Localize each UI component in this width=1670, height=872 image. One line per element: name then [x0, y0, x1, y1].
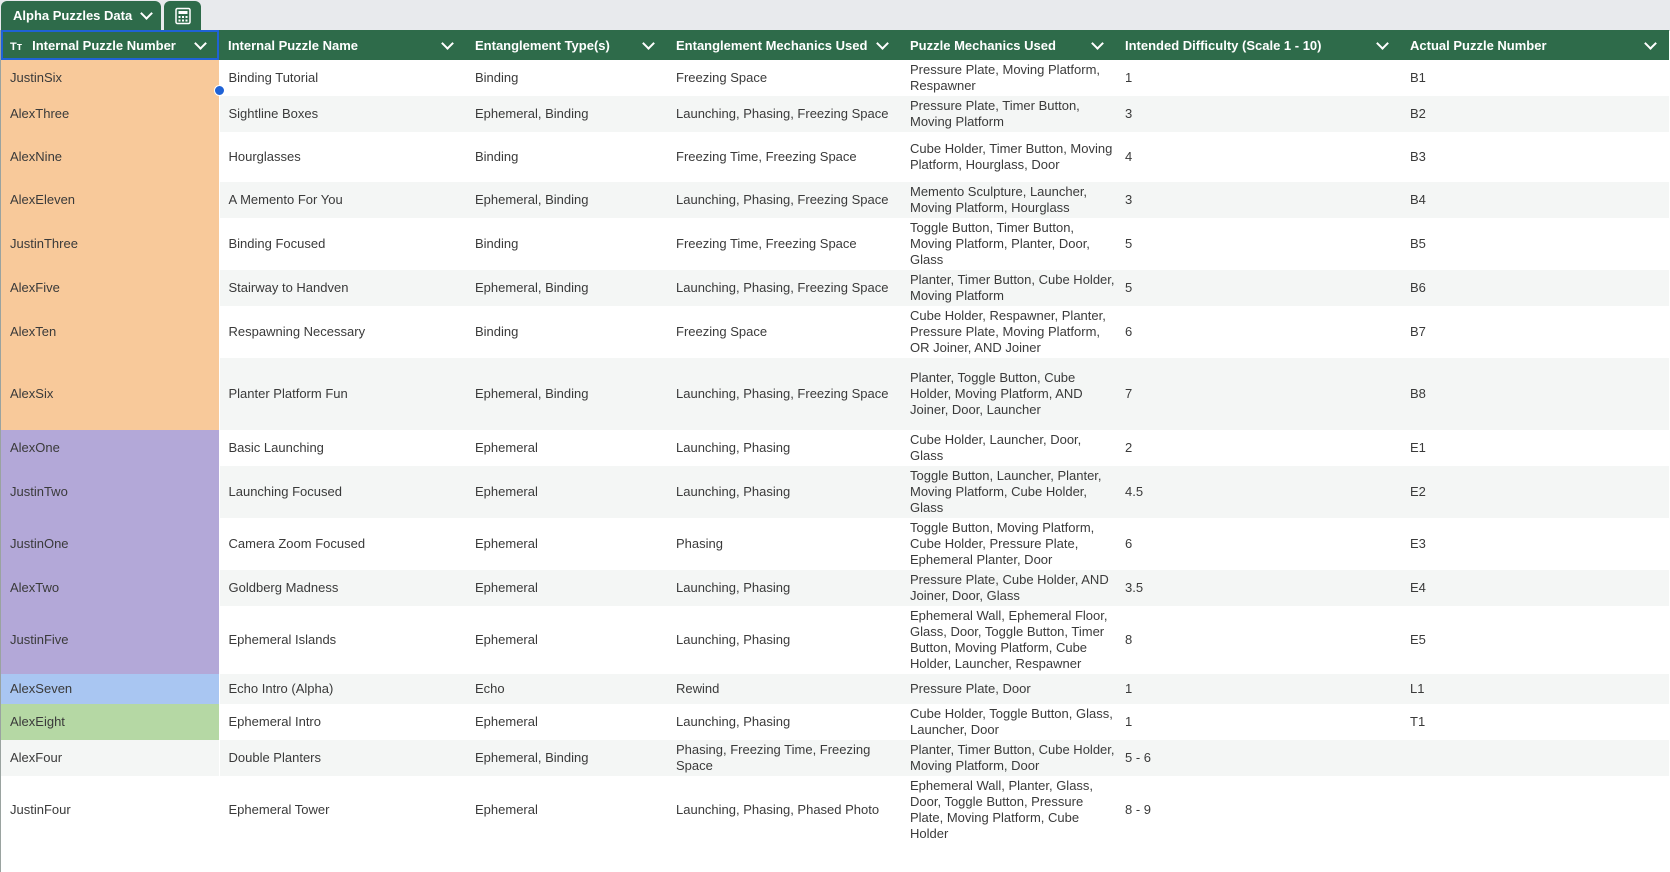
table-cell[interactable]: Rewind — [667, 674, 901, 704]
column-header-label: Internal Puzzle Number — [32, 37, 176, 53]
table-cell[interactable]: 2 — [1116, 430, 1401, 466]
table-row[interactable] — [1, 674, 1669, 704]
table-cell[interactable]: Binding Focused — [219, 218, 466, 270]
table-cell[interactable]: L1 — [1401, 674, 1669, 704]
table-cell[interactable]: Cube Holder, Timer Button, Moving Platform, Hourglass, Door — [901, 132, 1116, 182]
table-cell[interactable]: Ephemeral Tower — [219, 776, 466, 844]
table-row[interactable] — [1, 518, 1669, 570]
table-cell[interactable]: 1 — [1116, 60, 1401, 96]
table-row[interactable] — [1, 430, 1669, 466]
table-cell[interactable]: Hourglasses — [219, 132, 466, 182]
table-cell[interactable]: E1 — [1401, 430, 1669, 466]
table-cell[interactable]: Ephemeral — [466, 430, 667, 466]
table-row[interactable] — [1, 270, 1669, 306]
table-row[interactable] — [1, 182, 1669, 218]
table-cell[interactable]: JustinThree — [1, 218, 219, 270]
chevron-down-icon[interactable] — [642, 37, 655, 50]
table-cell[interactable]: Basic Launching — [219, 430, 466, 466]
table-cell[interactable]: 4.5 — [1116, 466, 1401, 518]
table-cell[interactable]: Launching, Phasing, Freezing Space — [667, 182, 901, 218]
table-cell[interactable]: Ephemeral, Binding — [466, 270, 667, 306]
table-cell[interactable]: Binding Tutorial — [219, 60, 466, 96]
table-cell[interactable]: Sightline Boxes — [219, 96, 466, 132]
table-cell[interactable]: E4 — [1401, 570, 1669, 606]
table-row[interactable] — [1, 218, 1669, 270]
table-cell[interactable]: 3.5 — [1116, 570, 1401, 606]
table-cell[interactable]: Ephemeral — [466, 704, 667, 740]
table-cell[interactable]: Binding — [466, 60, 667, 96]
table-cell[interactable]: 3 — [1116, 182, 1401, 218]
table-cell[interactable]: Ephemeral, Binding — [466, 182, 667, 218]
table-row[interactable] — [1, 570, 1669, 606]
table-cell[interactable] — [1401, 776, 1669, 844]
column-header-label: Internal Puzzle Name — [228, 37, 359, 53]
column-header-6[interactable] — [1401, 30, 1669, 60]
table-cell[interactable]: Planter, Timer Button, Cube Holder, Moving Platform — [901, 270, 1116, 306]
table-row[interactable] — [1, 96, 1669, 132]
table-cell[interactable]: E5 — [1401, 606, 1669, 674]
table-cell[interactable]: B6 — [1401, 270, 1669, 306]
table-cell[interactable]: 5 - 6 — [1116, 740, 1401, 776]
table-cell[interactable]: Ephemeral Intro — [219, 704, 466, 740]
column-header-4[interactable] — [901, 30, 1116, 60]
table-cell[interactable]: JustinFive — [1, 606, 219, 674]
table-row[interactable] — [1, 306, 1669, 358]
table-cell[interactable]: Cube Holder, Respawner, Planter, Pressure Plate, Moving Platform, OR Joiner, AND Joiner — [901, 306, 1116, 358]
table-cell[interactable]: Launching, Phasing — [667, 606, 901, 674]
table-cell[interactable]: Planter Platform Fun — [219, 358, 466, 430]
chevron-down-icon[interactable] — [1644, 37, 1657, 50]
sheet-tab-alpha-puzzles-data[interactable] — [1, 1, 161, 30]
table-cell[interactable]: Ephemeral — [466, 606, 667, 674]
table-cell[interactable]: Echo — [466, 674, 667, 704]
chevron-down-icon[interactable] — [140, 7, 153, 20]
puzzle-data-table — [1, 30, 1670, 844]
table-cell[interactable]: B4 — [1401, 182, 1669, 218]
column-header-label: Intended Difficulty (Scale 1 - 10) — [1125, 37, 1322, 53]
table-cell[interactable]: Double Planters — [219, 740, 466, 776]
table-row[interactable] — [1, 606, 1669, 674]
table-cell[interactable]: Launching, Phasing, Freezing Space — [667, 358, 901, 430]
table-cell[interactable]: Launching, Phasing — [667, 430, 901, 466]
table-cell[interactable]: Freezing Time, Freezing Space — [667, 132, 901, 182]
table-cell[interactable]: 1 — [1116, 704, 1401, 740]
table-row[interactable] — [1, 60, 1669, 96]
table-cell[interactable]: Camera Zoom Focused — [219, 518, 466, 570]
table-cell[interactable]: E2 — [1401, 466, 1669, 518]
chevron-down-icon[interactable] — [1091, 37, 1104, 50]
table-cell[interactable]: Ephemeral Islands — [219, 606, 466, 674]
table-cell[interactable]: AlexTwo — [1, 570, 219, 606]
table-row[interactable] — [1, 776, 1669, 844]
table-cell[interactable]: Pressure Plate, Cube Holder, AND Joiner, Door, Glass — [901, 570, 1116, 606]
table-cell[interactable]: JustinOne — [1, 518, 219, 570]
column-header-label: Entanglement Type(s) — [475, 37, 610, 53]
table-cell[interactable]: Cube Holder, Launcher, Door, Glass — [901, 430, 1116, 466]
table-cell[interactable]: Ephemeral — [466, 518, 667, 570]
table-cell[interactable]: E3 — [1401, 518, 1669, 570]
table-cell[interactable]: Ephemeral, Binding — [466, 740, 667, 776]
table-cell[interactable]: AlexFour — [1, 740, 219, 776]
table-cell[interactable]: A Memento For You — [219, 182, 466, 218]
column-header-3[interactable] — [667, 30, 901, 60]
table-cell[interactable]: B8 — [1401, 358, 1669, 430]
table-row[interactable] — [1, 740, 1669, 776]
table-cell[interactable]: Freezing Space — [667, 60, 901, 96]
table-cell[interactable]: B5 — [1401, 218, 1669, 270]
calculator-grid-icon[interactable] — [164, 1, 201, 30]
table-cell[interactable]: T1 — [1401, 704, 1669, 740]
table-cell[interactable]: Phasing, Freezing Time, Freezing Space — [667, 740, 901, 776]
table-cell[interactable]: AlexSeven — [1, 674, 219, 704]
table-cell[interactable]: AlexThree — [1, 96, 219, 132]
table-cell[interactable]: AlexSix — [1, 358, 219, 430]
table-cell[interactable]: Planter, Toggle Button, Cube Holder, Moving Platform, AND Joiner, Door, Launcher — [901, 358, 1116, 430]
chevron-down-icon[interactable] — [1376, 37, 1389, 50]
table-cell[interactable]: Freezing Space — [667, 306, 901, 358]
table-cell[interactable]: 5 — [1116, 270, 1401, 306]
table-cell[interactable]: Ephemeral — [466, 466, 667, 518]
column-header-2[interactable] — [466, 30, 667, 60]
table-cell[interactable]: Toggle Button, Moving Platform, Cube Holder, Pressure Plate, Ephemeral Planter, Door — [901, 518, 1116, 570]
table-cell[interactable]: 7 — [1116, 358, 1401, 430]
column-header-0[interactable] — [1, 30, 219, 60]
column-header-label: Actual Puzzle Number — [1410, 37, 1547, 53]
table-cell[interactable]: 6 — [1116, 306, 1401, 358]
text-type-icon: Tт — [10, 40, 23, 53]
table-cell[interactable]: Memento Sculpture, Launcher, Moving Platform, Hourglass — [901, 182, 1116, 218]
table-cell[interactable]: 8 - 9 — [1116, 776, 1401, 844]
column-header-label: Entanglement Mechanics Used — [676, 37, 868, 53]
table-cell[interactable]: Pressure Plate, Timer Button, Moving Platform — [901, 96, 1116, 132]
table-row[interactable] — [1, 358, 1669, 430]
table-cell[interactable]: Goldberg Madness — [219, 570, 466, 606]
table-cell[interactable]: JustinTwo — [1, 466, 219, 518]
table-cell[interactable]: Pressure Plate, Moving Platform, Respawner — [901, 60, 1116, 96]
table-cell[interactable]: Pressure Plate, Door — [901, 674, 1116, 704]
selection-handle[interactable] — [214, 85, 225, 96]
calculator-grid-icon-svg — [174, 7, 192, 25]
column-header-5[interactable] — [1116, 30, 1401, 60]
table-cell[interactable]: AlexTen — [1, 306, 219, 358]
table-cell[interactable]: Launching Focused — [219, 466, 466, 518]
table-body — [1, 60, 1669, 844]
table-cell[interactable]: Launching, Phasing, Freezing Space — [667, 270, 901, 306]
table-cell[interactable]: AlexFive — [1, 270, 219, 306]
table-row[interactable] — [1, 132, 1669, 182]
table-cell[interactable]: 8 — [1116, 606, 1401, 674]
table-row[interactable] — [1, 466, 1669, 518]
table-cell[interactable]: Phasing — [667, 518, 901, 570]
table-cell[interactable] — [1401, 740, 1669, 776]
table-row[interactable] — [1, 704, 1669, 740]
table-cell[interactable]: AlexOne — [1, 430, 219, 466]
table-cell[interactable]: 6 — [1116, 518, 1401, 570]
table-cell[interactable]: Binding — [466, 218, 667, 270]
sheet-tab-label: Alpha Puzzles Data — [13, 8, 133, 23]
table-cell[interactable]: AlexEleven — [1, 182, 219, 218]
table-cell[interactable]: B3 — [1401, 132, 1669, 182]
table-cell[interactable]: Ephemeral — [466, 776, 667, 844]
table-cell[interactable]: 1 — [1116, 674, 1401, 704]
table-cell[interactable]: Echo Intro (Alpha) — [219, 674, 466, 704]
table-cell[interactable]: Ephemeral — [466, 570, 667, 606]
table-cell[interactable]: B1 — [1401, 60, 1669, 96]
chevron-down-icon[interactable] — [441, 37, 454, 50]
table-cell[interactable]: B2 — [1401, 96, 1669, 132]
table-cell[interactable]: Ephemeral, Binding — [466, 96, 667, 132]
table-cell[interactable]: JustinSix — [1, 60, 219, 96]
table-cell[interactable]: Toggle Button, Launcher, Planter, Moving Platform, Cube Holder, Glass — [901, 466, 1116, 518]
chevron-down-icon[interactable] — [876, 37, 889, 50]
table-cell[interactable]: Ephemeral Wall, Ephemeral Floor, Glass, Door, Toggle Button, Timer Button, Moving Platform, Cube Holder, Launcher, Respawner — [901, 606, 1116, 674]
table-cell[interactable]: AlexNine — [1, 132, 219, 182]
column-header-label: Puzzle Mechanics Used — [910, 37, 1056, 53]
column-header-1[interactable] — [219, 30, 466, 60]
header-row — [1, 30, 1669, 60]
table-cell[interactable]: Launching, Phasing — [667, 466, 901, 518]
table-cell[interactable]: Planter, Timer Button, Cube Holder, Moving Platform, Door — [901, 740, 1116, 776]
table-cell[interactable]: Toggle Button, Timer Button, Moving Platform, Planter, Door, Glass — [901, 218, 1116, 270]
sheet-tab-bar — [0, 0, 1670, 31]
table-cell[interactable]: Launching, Phasing, Freezing Space — [667, 96, 901, 132]
table-cell[interactable]: B7 — [1401, 306, 1669, 358]
table-cell[interactable]: AlexEight — [1, 704, 219, 740]
table-cell[interactable]: 4 — [1116, 132, 1401, 182]
table-cell[interactable]: Binding — [466, 132, 667, 182]
table-cell[interactable]: Stairway to Handven — [219, 270, 466, 306]
data-table-container[interactable] — [0, 30, 1670, 872]
table-cell[interactable]: Binding — [466, 306, 667, 358]
table-cell[interactable]: Ephemeral, Binding — [466, 358, 667, 430]
table-cell[interactable]: Launching, Phasing — [667, 704, 901, 740]
chevron-down-icon[interactable] — [194, 37, 207, 50]
table-cell[interactable]: Launching, Phasing — [667, 570, 901, 606]
table-cell[interactable]: Ephemeral Wall, Planter, Glass, Door, Toggle Button, Pressure Plate, Moving Platform, Cube Holder — [901, 776, 1116, 844]
table-cell[interactable]: Launching, Phasing, Phased Photo — [667, 776, 901, 844]
table-cell[interactable]: Cube Holder, Toggle Button, Glass, Launcher, Door — [901, 704, 1116, 740]
table-cell[interactable]: Freezing Time, Freezing Space — [667, 218, 901, 270]
table-cell[interactable]: JustinFour — [1, 776, 219, 844]
table-cell[interactable]: Respawning Necessary — [219, 306, 466, 358]
table-cell[interactable]: 3 — [1116, 96, 1401, 132]
table-cell[interactable]: 5 — [1116, 218, 1401, 270]
